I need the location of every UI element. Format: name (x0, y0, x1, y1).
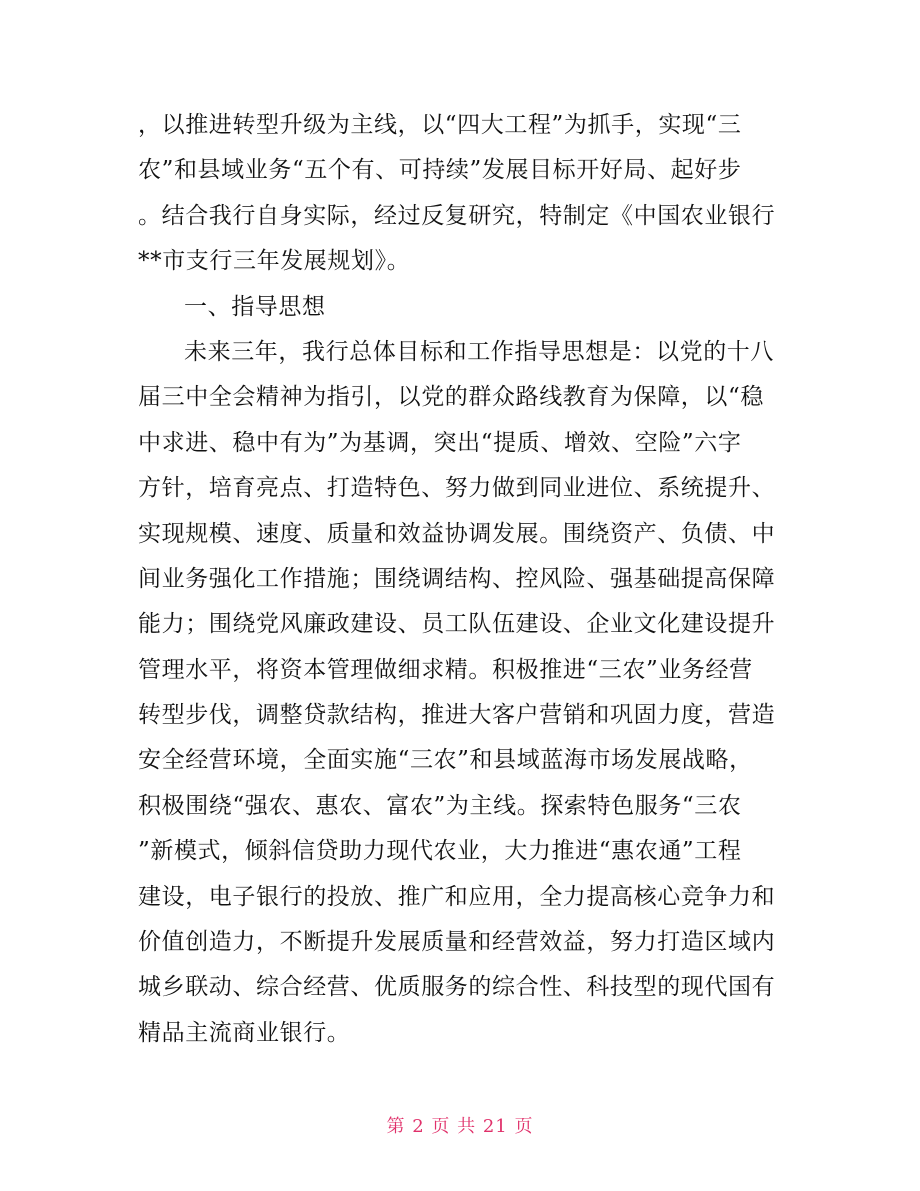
text-line: 农”和县域业务“五个有、可持续”发展目标开好局、起好步 (138, 157, 742, 184)
text-line: **市支行三年发展规划》。 (138, 248, 411, 275)
text-line: 安全经营环境，全面实施“三农”和县域蓝海市场发展战略， (138, 747, 753, 774)
text-line: 城乡联动、综合经营、优质服务的综合性、科技型的现代国有 (138, 974, 776, 1001)
text-line: 实现规模、速度、质量和效益协调发展。围绕资产、负债、中 (138, 520, 776, 547)
text-line: 管理水平，将资本管理做细求精。积极推进“三农”业务经营 (138, 656, 753, 683)
text-line: 价值创造力，不断提升发展质量和经营效益，努力打造区域内 (138, 929, 776, 956)
document-body (138, 103, 786, 1056)
text-line: 间业务强化工作措施；围绕调结构、控风险、强基础提高保障 (138, 565, 776, 592)
text-line: 能力；围绕党风廉政建设、员工队伍建设、企业文化建设提升 (138, 611, 776, 638)
text-line: 届三中全会精神为指引，以党的群众路线教育为保障，以“稳 (138, 384, 764, 411)
text-line: ，以推进转型升级为主线，以“四大工程”为抓手，实现“三 (138, 112, 742, 138)
page-number-footer: 第 2 页 共 21 页 (386, 1116, 534, 1137)
text-line: 。结合我行自身实际，经过反复研究，特制定《中国农业银行 (138, 202, 776, 229)
section-heading: 一、指导思想 (184, 293, 326, 320)
text-line: ”新模式，倾斜信贷助力现代农业，大力推进“惠农通”工程 (138, 838, 742, 865)
text-line: 积极围绕“强农、惠农、富农”为主线。探索特色服务“三农 (138, 792, 742, 819)
text-line: 中求进、稳中有为”为基调，突出“提质、增效、空险”六字 (138, 429, 742, 456)
text-line: 未来三年，我行总体目标和工作指导思想是：以党的十八 (184, 338, 774, 365)
text-line: 转型步伐，调整贷款结构，推进大客户营销和巩固力度，营造 (138, 702, 776, 729)
text-line: 方针，培育亮点、打造特色、努力做到同业进位、系统提升、 (138, 475, 776, 502)
text-line: 精品主流商业银行。 (138, 1019, 351, 1046)
text-line: 建设，电子银行的投放、推广和应用，全力提高核心竞争力和 (138, 883, 776, 910)
